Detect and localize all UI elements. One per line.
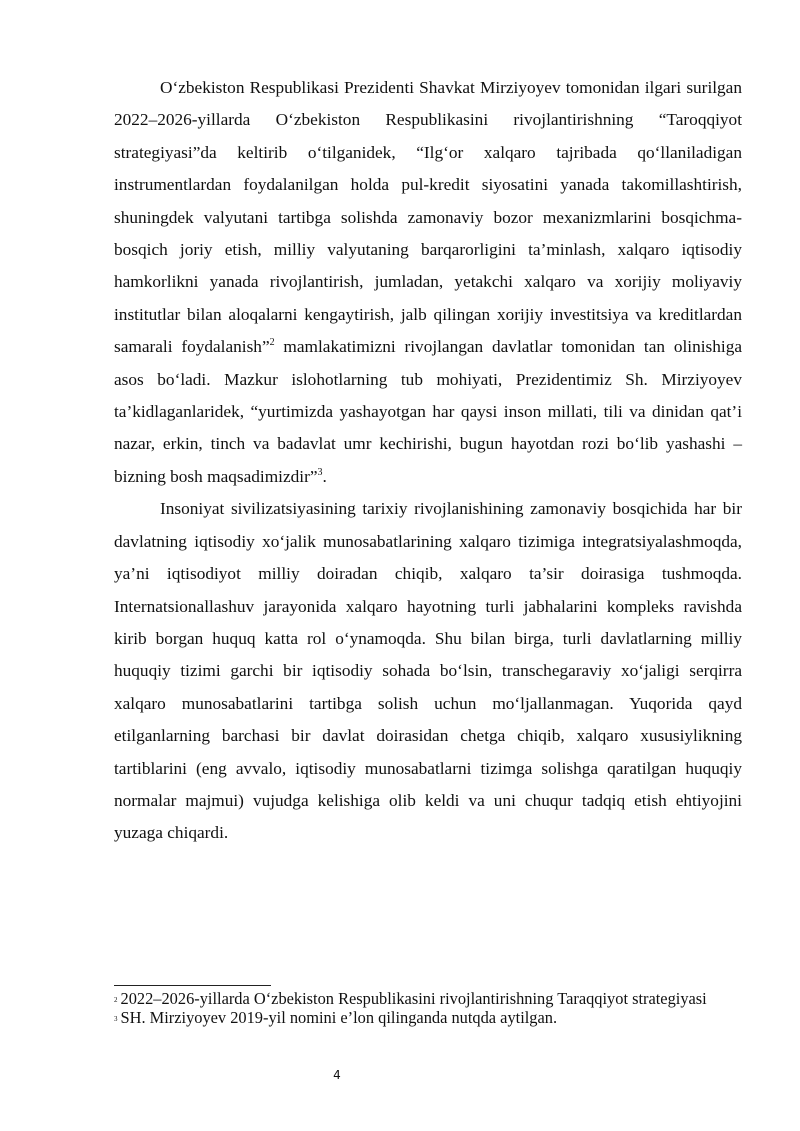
footnote [114, 1009, 734, 1028]
paragraph-text: Insoniyat sivilizatsiyasining tarixiy rivojlanishining zamonaviy bosqichida har bir davlatning iqtisodiy xo‘jalik munosabatlarining xalqaro tizimiga integratsiyalashmoqda, ya’ni iqtisodiyot milliy doiradan chiqib, xalqaro ta’sir doirasiga tushmoqda. Internatsionallashuv jarayonida xalqaro hayotning turli jabhalarini kompleks ravishda kirib borgan huquq katta rol o‘ynamoqda. Shu bilan birga, turli davlatlarning milliy huquqiy tizimi garchi bir iqtisodiy sohada bo‘lsin, transchegaraviy xo‘jaligi serqirra xalqaro munosabatlarini tartibga solish uchun mo‘ljallanmagan. Yuqorida qayd etilganlarning barchasi bir davlat doirasidan chetga chiqib, xalqaro xususiylikning tartiblarini (eng avvalo, iqtisodiy munosabatlarni tizimga solishga qaratilgan huquqiy normalar majmui) vujudga kelishiga olib keldi va uni chuqur tadqiq etish ehtiyojini yuzaga chiqardi. [114, 499, 742, 843]
footnote-reference: 3 [317, 467, 323, 479]
paragraph-text: mamlakatimizni rivojlangan davlatlar tomonidan tan olinishiga asos bo‘ladi. Mazkur islohotlarning tub mohiyati, Prezidentimiz Sh. Mirziyoyev ta’kidlaganlaridek, “yurtimizda yashayotgan har qaysi inson millati, tili va dinidan qat’i nazar, erkin, tinch va badavlat umr kechirishi, bugun hayotdan rozi bo‘lib yashashi – bizning bosh maqsadimizdir” [114, 337, 742, 486]
paragraph-text: . [322, 466, 327, 486]
body-text [114, 72, 742, 850]
footnote-mark: 2 [114, 995, 118, 1004]
footnote-text: SH. Mirziyoyev 2019-yil nomini e’lon qilinganda nutqda aytilgan. [120, 1008, 558, 1028]
footnote-text: 2022–2026-yillarda O‘zbekiston Respublikasini rivojlantirishning Taraqqiyot strategiyasi [120, 989, 707, 1008]
paragraph [114, 493, 742, 849]
footnote-mark: 3 [114, 1015, 118, 1024]
footnote-reference: 2 [269, 337, 275, 349]
paragraph-text: O‘zbekiston Respublikasi Prezidenti Shavkat Mirziyoyev tomonidan ilgari surilgan 2022–2026-yillarda O‘zbekiston Respublikasini rivojlantirishning “Taroqqiyot strategiyasi”da keltirib o‘tilganidek, “Ilg‘or xalqaro tajribada qo‘llaniladigan instrumentlardan foydalanilgan holda pul-kredit siyosatini yanada takomillashtirish, shuningdek valyutani tartibga solishda zamonaviy bozor mexanizmlarini bosqichma-bosqich joriy etish, milliy valyutaning barqarorligini ta’minlash, xalqaro iqtisodiy hamkorlikni yanada rivojlantirish, jumladan, yetakchi xalqaro va xorijiy moliyaviy institutlar bilan aloqalarni kengaytirish, jalb qilingan xorijiy investitsiya va kreditlardan samarali foydalanish” [114, 78, 742, 357]
footnote [114, 990, 734, 1009]
footnote-separator [114, 985, 271, 986]
paragraph [114, 72, 742, 493]
footnotes [114, 990, 734, 1029]
page-number: 4 [333, 1068, 341, 1082]
